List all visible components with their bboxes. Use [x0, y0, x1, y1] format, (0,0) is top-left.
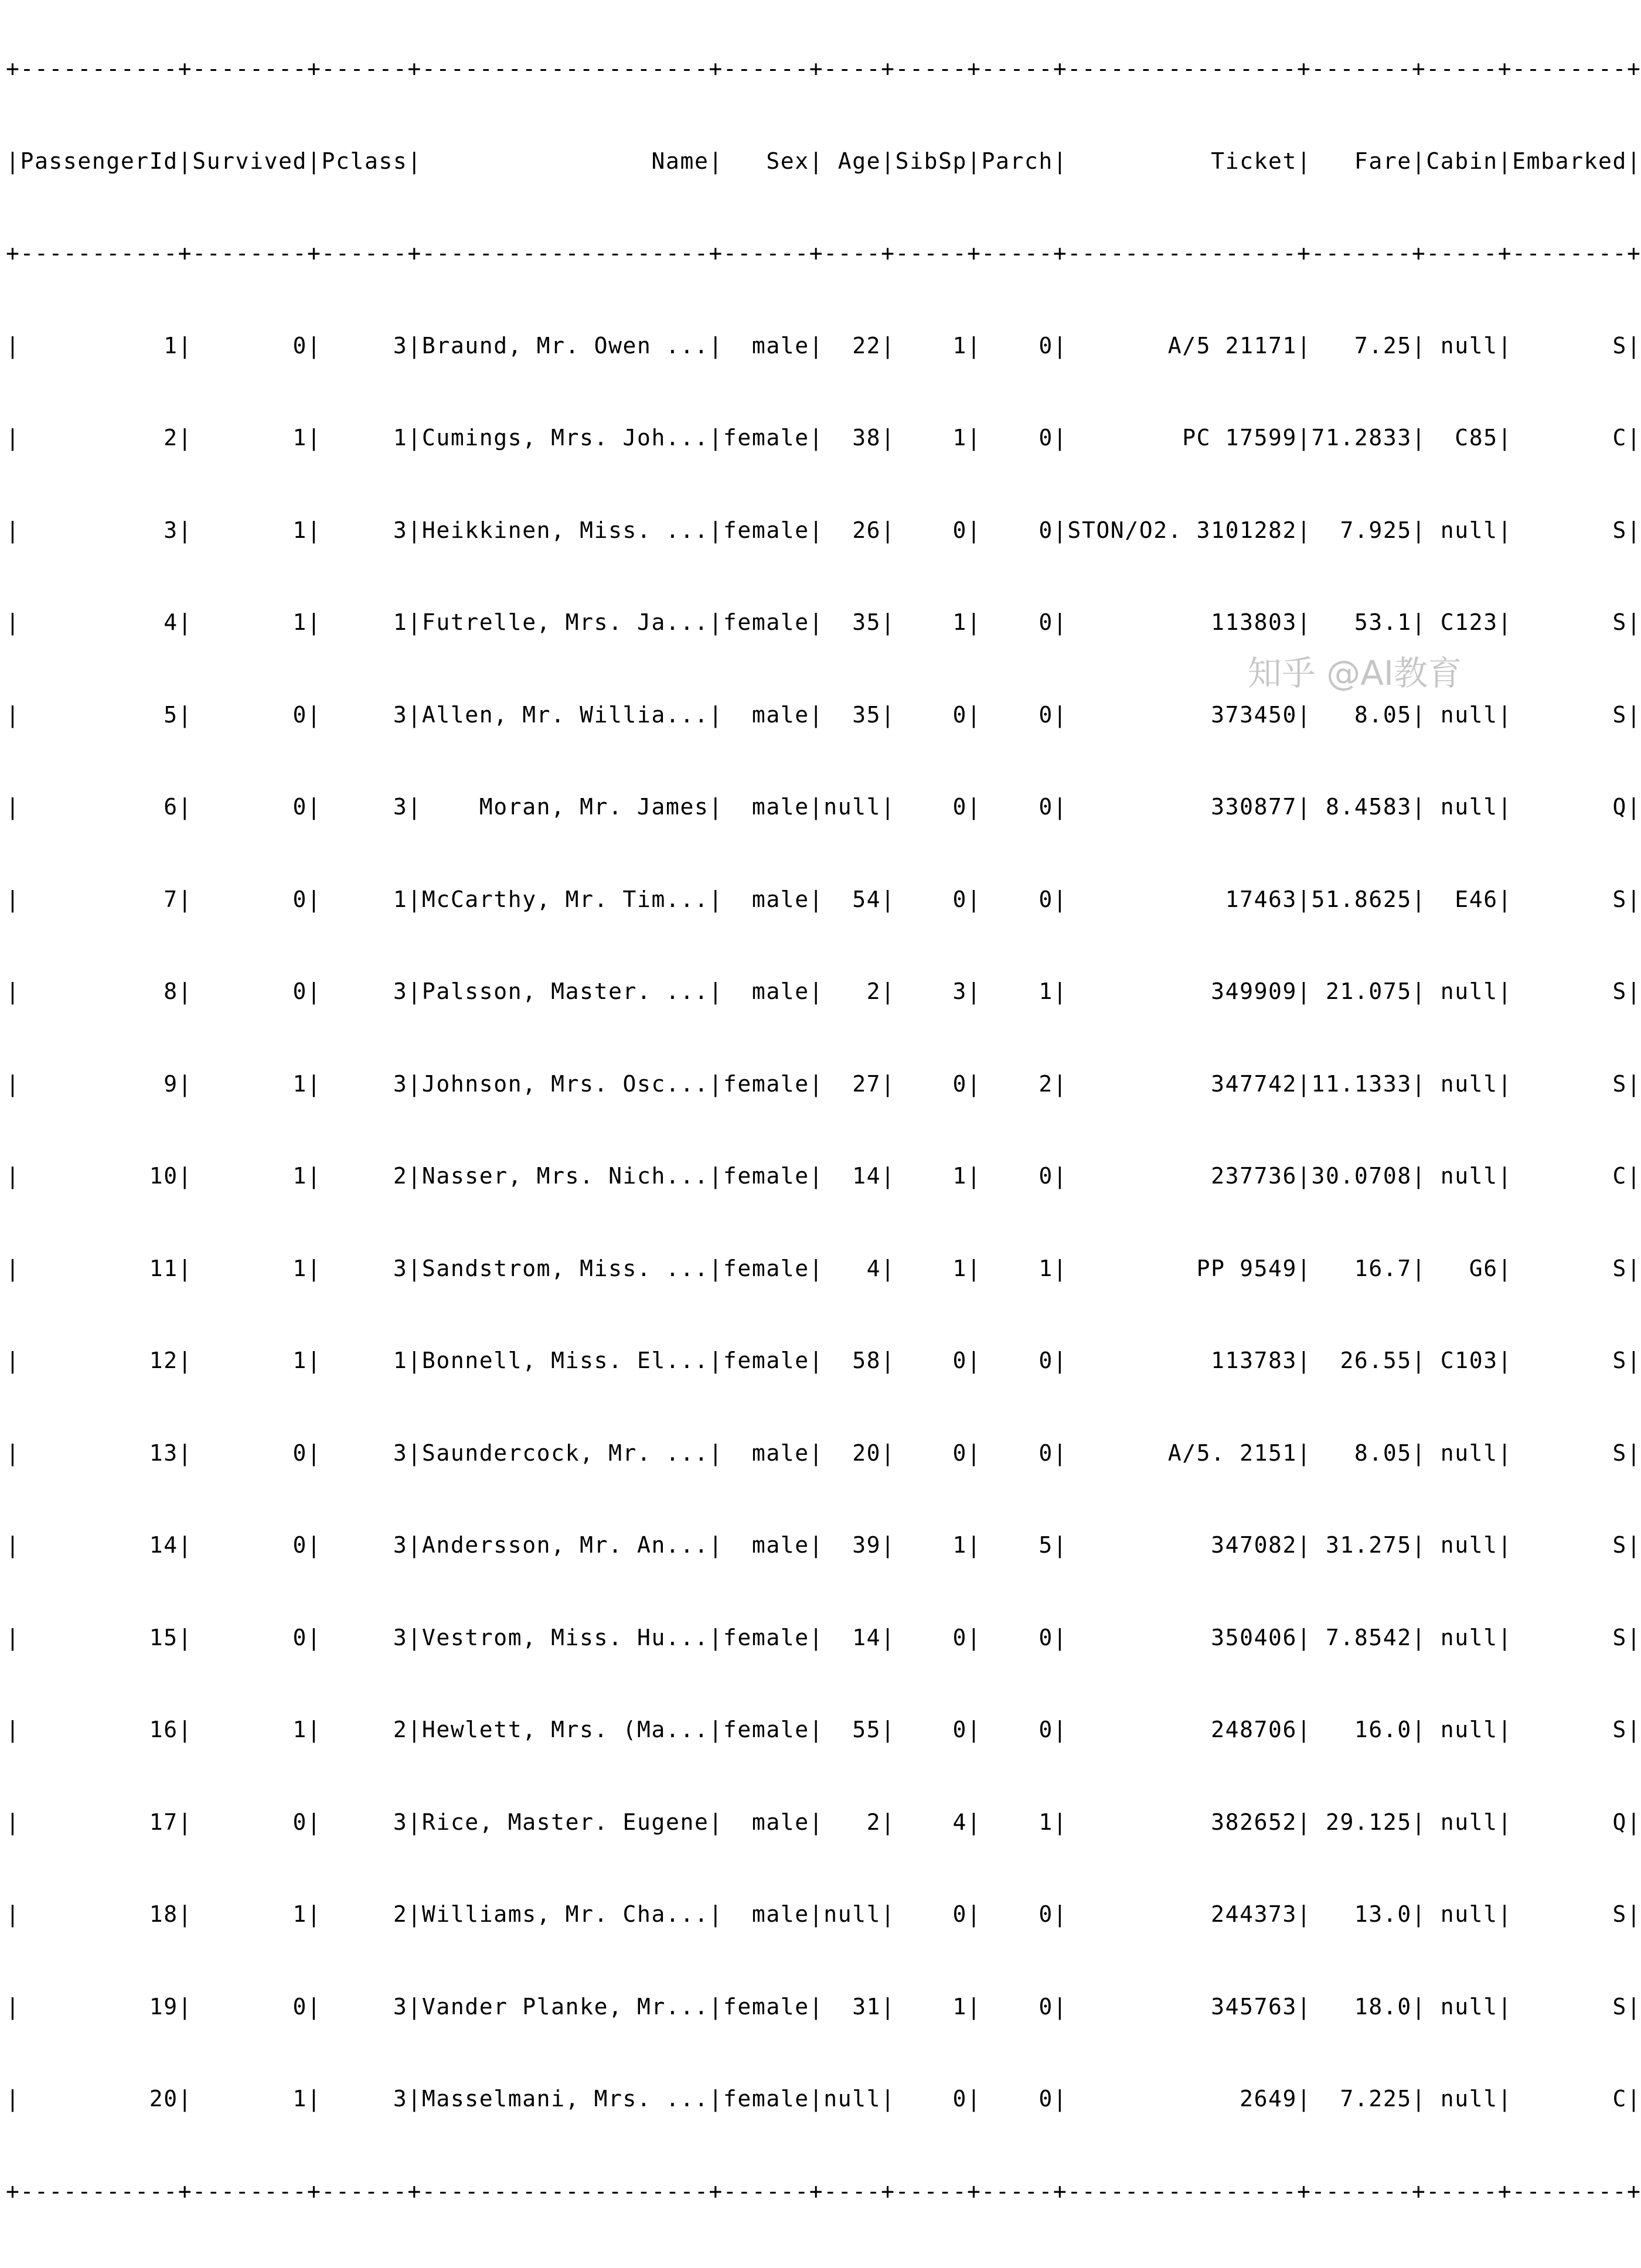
table-top-border: +-----------+--------+------+--------------------+------+----+-----+-----+----------------+-------+-----+--------+ [6, 56, 1641, 81]
table-row: | 20| 1| 3|Masselmani, Mrs. ...|female|null| 0| 0| 2649| 7.225| null| C| [6, 2086, 1641, 2112]
table-row: | 9| 1| 3|Johnson, Mrs. Osc...|female| 27| 0| 2| 347742|11.1333| null| S| [6, 1070, 1641, 1097]
table-header-border: +-----------+--------+------+--------------------+------+----+-----+-----+----------------+-------+-----+--------+ [6, 240, 1641, 266]
table-header-row: |PassengerId|Survived|Pclass| Name| Sex| Age|SibSp|Parch| Ticket| Fare|Cabin|Embarked| [6, 148, 1641, 174]
table-row: | 19| 0| 3|Vander Planke, Mr...|female| 31| 1| 0| 345763| 18.0| null| S| [6, 1993, 1641, 2020]
table-row: | 15| 0| 3|Vestrom, Miss. Hu...|female| 14| 0| 0| 350406| 7.8542| null| S| [6, 1624, 1641, 1650]
table-row: | 7| 0| 1|McCarthy, Mr. Tim...| male| 54| 0| 0| 17463|51.8625| E46| S| [6, 886, 1641, 912]
dataframe-output [6, 0, 1641, 2268]
table-row: | 18| 1| 2|Williams, Mr. Cha...| male|null| 0| 0| 244373| 13.0| null| S| [6, 1901, 1641, 1927]
table-row: | 6| 0| 3| Moran, Mr. James| male|null| 0| 0| 330877| 8.4583| null| Q| [6, 794, 1641, 820]
table-row: | 12| 1| 1|Bonnell, Miss. El...|female| 58| 0| 0| 113783| 26.55| C103| S| [6, 1348, 1641, 1373]
table-row: | 4| 1| 1|Futrelle, Mrs. Ja...|female| 35| 1| 0| 113803| 53.1| C123| S| [6, 609, 1641, 635]
table-row: | 17| 0| 3|Rice, Master. Eugene| male| 2| 4| 1| 382652| 29.125| null| Q| [6, 1809, 1641, 1835]
table-row: | 5| 0| 3|Allen, Mr. Willia...| male| 35| 0| 0| 373450| 8.05| null| S| [6, 701, 1641, 728]
table-row: | 8| 0| 3|Palsson, Master. ...| male| 2| 3| 1| 349909| 21.075| null| S| [6, 978, 1641, 1004]
table-row: | 13| 0| 3|Saundercock, Mr. ...| male| 20| 0| 0| A/5. 2151| 8.05| null| S| [6, 1440, 1641, 1466]
table-row: | 11| 1| 3|Sandstrom, Miss. ...|female| 4| 1| 1| PP 9549| 16.7| G6| S| [6, 1255, 1641, 1281]
table-row: | 2| 1| 1|Cumings, Mrs. Joh...|female| 38| 1| 0| PC 17599|71.2833| C85| C| [6, 425, 1641, 451]
table-row: | 16| 1| 2|Hewlett, Mrs. (Ma...|female| 55| 0| 0| 248706| 16.0| null| S| [6, 1717, 1641, 1742]
table-row: | 14| 0| 3|Andersson, Mr. An...| male| 39| 1| 5| 347082| 31.275| null| S| [6, 1532, 1641, 1558]
table-row: | 1| 0| 3|Braund, Mr. Owen ...| male| 22| 1| 0| A/5 21171| 7.25| null| S| [6, 332, 1641, 359]
table-row: | 3| 1| 3|Heikkinen, Miss. ...|female| 26| 0| 0|STON/O2. 3101282| 7.925| null| S| [6, 517, 1641, 543]
watermark: 知乎 @AI教育 [1247, 653, 1462, 693]
table-bottom-border: +-----------+--------+------+--------------------+------+----+-----+-----+----------------+-------+-----+--------+ [6, 2178, 1641, 2204]
table-row: | 10| 1| 2|Nasser, Mrs. Nich...|female| 14| 1| 0| 237736|30.0708| null| C| [6, 1163, 1641, 1189]
